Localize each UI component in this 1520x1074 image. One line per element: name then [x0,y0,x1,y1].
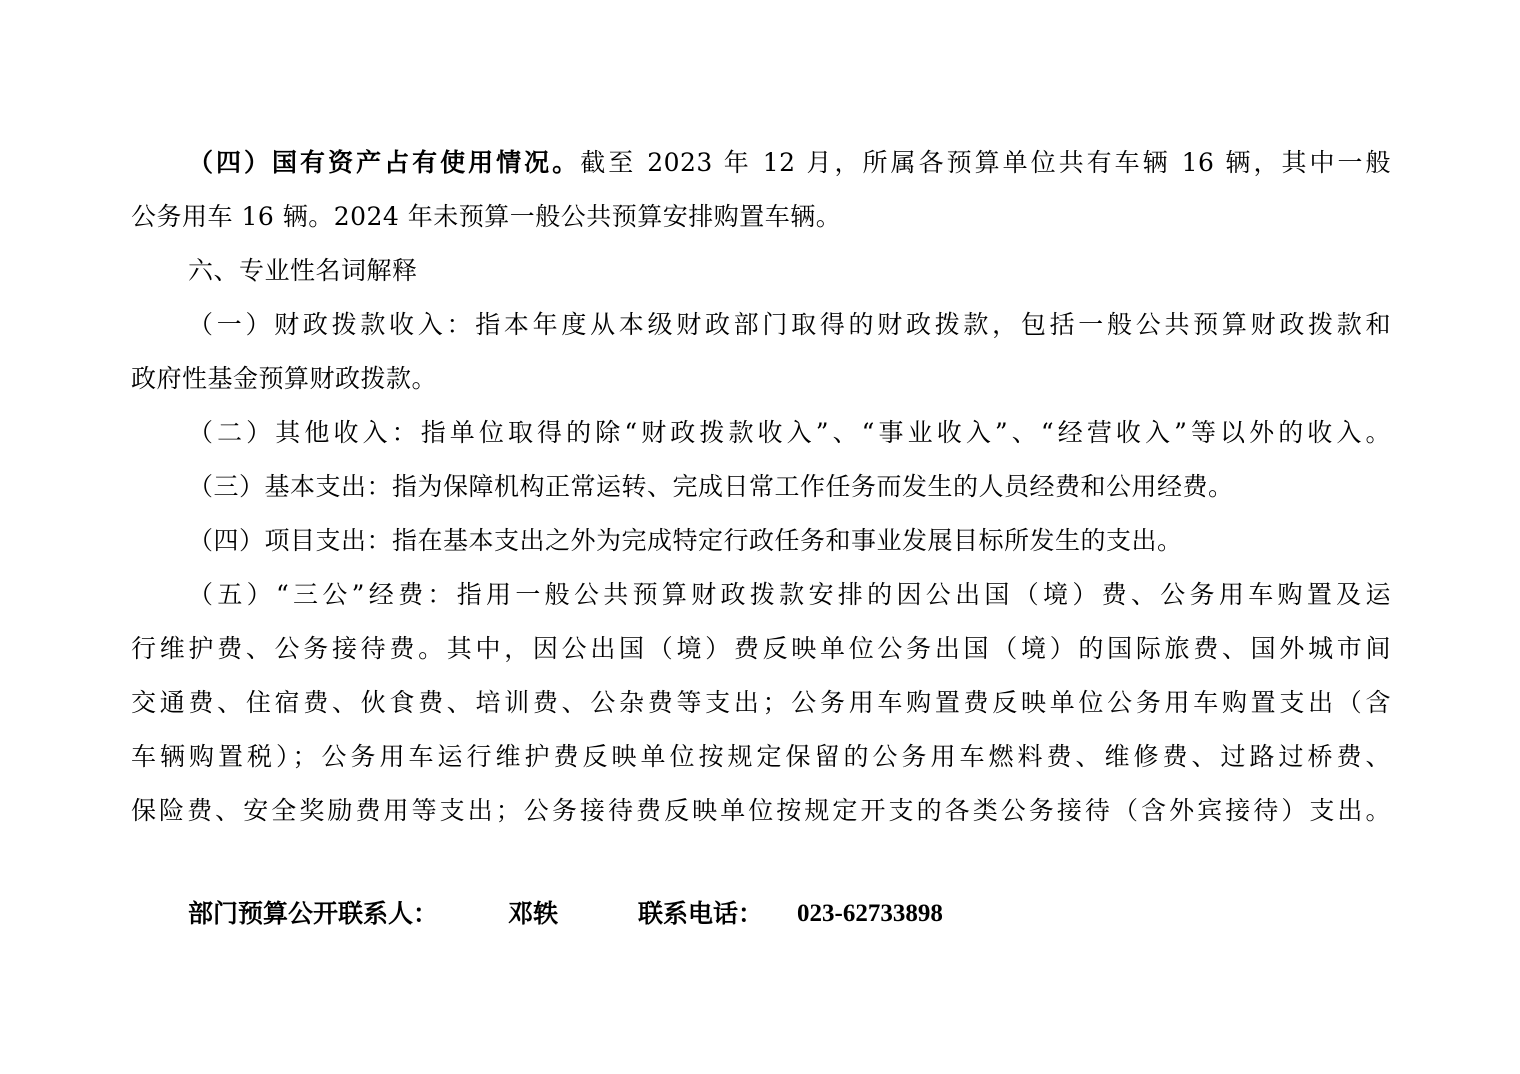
section-heading: 六、专业性名词解释 [188,256,418,285]
asset-usage-text: 截至 2023 年 12 月，所属各预算单位共有车辆 16 辆，其中一般 [580,148,1391,177]
asset-usage-line-1 [188,148,1391,178]
contact-person-name: 邓轶 [508,899,559,928]
term-fiscal-appropriation-line-1: （一）财政拨款收入：指本年度从本级财政部门取得的财政拨款，包括一般公共预算财政拨款和 [188,310,1391,339]
term-project-expenditure: （四）项目支出：指在基本支出之外为完成特定行政任务和事业发展目标所发生的支出。 [188,526,1183,555]
contact-person-label: 部门预算公开联系人： [188,899,439,928]
contact-phone-number: 023-62733898 [797,900,943,927]
term-three-public-line-4: 车辆购置税）；公务用车运行维护费反映单位按规定保留的公务用车燃料费、维修费、过路过桥费、 [131,742,1391,771]
term-three-public-line-2: 行维护费、公务接待费。其中，因公出国（境）费反映单位公务出国（境）的国际旅费、国外城市间 [131,634,1391,663]
asset-usage-line-2: 公务用车 16 辆。2024 年未预算一般公共预算安排购置车辆。 [131,202,842,231]
term-other-income: （二）其他收入：指单位取得的除“财政拨款收入”、“事业收入”、“经营收入”等以外的收入。 [188,418,1391,447]
asset-usage-lead: （四）国有资产占有使用情况。 [188,148,581,177]
term-three-public-line-3: 交通费、住宿费、伙食费、培训费、公杂费等支出；公务用车购置费反映单位公务用车购置支出（含 [131,688,1391,717]
term-three-public-line-5: 保险费、安全奖励费用等支出；公务接待费反映单位按规定开支的各类公务接待（含外宾接待）支出。 [131,796,1391,825]
term-basic-expenditure: （三）基本支出：指为保障机构正常运转、完成日常工作任务而发生的人员经费和公用经费。 [188,472,1234,501]
contact-phone-label: 联系电话： [638,899,764,928]
term-three-public-line-1: （五）“三公”经费：指用一般公共预算财政拨款安排的因公出国（境）费、公务用车购置及运 [188,580,1391,609]
term-fiscal-appropriation-line-2: 政府性基金预算财政拨款。 [131,364,438,393]
